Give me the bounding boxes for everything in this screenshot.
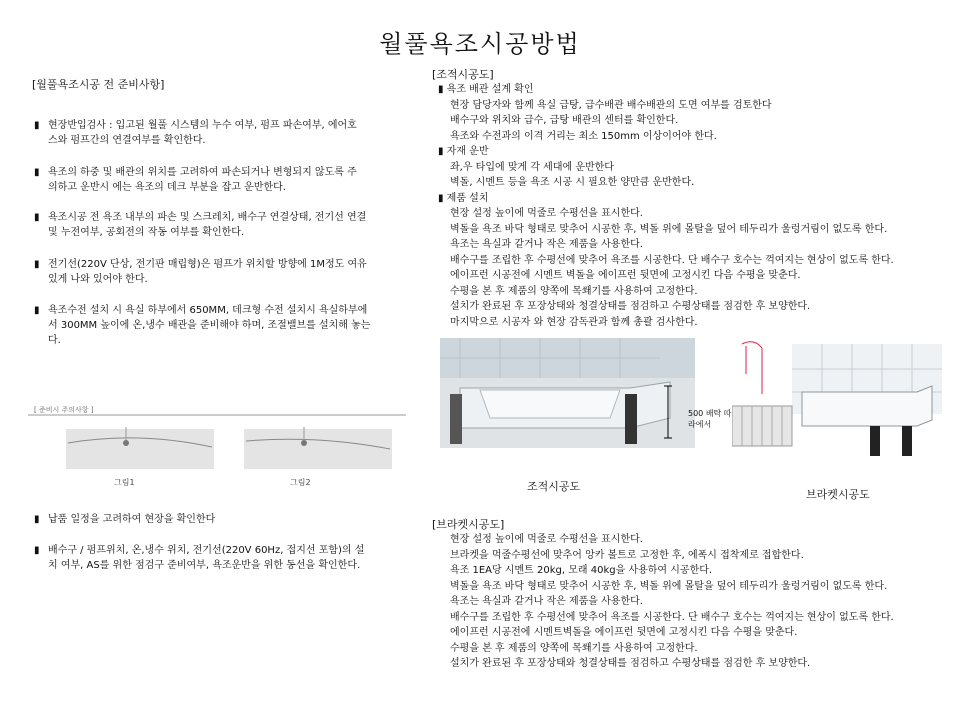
section-heading: ▮ 욕조 배관 설계 확인 <box>438 84 534 95</box>
list-item: ▮ 납품 일정을 고려하여 현장을 확인한다 <box>34 514 216 525</box>
bullet-icon: ▮ <box>34 545 40 556</box>
bullet-icon: ▮ <box>34 305 40 316</box>
bracket-caption: 브라켓시공도 <box>806 488 870 501</box>
list-item: ▮ 욕조의 하중 및 배관의 위치를 고려하여 파손되거나 변형되지 않도록 주 의하고 운반시 에는 욕조의 데크 부분을 잡고 운반한다. <box>34 167 357 193</box>
figure-1-caption: 그림1 <box>114 478 135 487</box>
section-heading: ▮ 제품 설치 <box>438 192 489 204</box>
bullet-icon: ▮ <box>34 514 40 525</box>
section-heading: ▮ 자재 운반 <box>438 146 489 157</box>
masonry-caption: 조적시공도 <box>527 480 581 493</box>
warn-box-label: [ 준비시 주의사항 ] <box>34 406 94 414</box>
bracket-instructions: 현장 설정 높이에 먹줄로 수평선을 표시한다. 브라켓을 먹줄수평선에 맞추어 앙카 볼트로 고정한 후, 에폭시 접착제로 접합한다. 욕조 1EA당 시멘트 20kg, 모래 40kg을 사용하여 시공한다. 벽돌을 욕조 바닥 형태로 맞추어 시공한 후, 벽돌 위에 몰탈을 덮어 테두리가 울렁거림이 없도록 한다. 욕조는 욕실과 같거나 작은 제품을 사용한다. 배수구를 조립한 후 수평선에 맞추어 욕조를 시공한다. 단 배수구 호수는 꺽여지는 현상이 없도록 한다. 에이프런 시공전에 시멘트벽돌을 에이프런 뒷면에 고정시킨 다음 수평을 맞춘다. 수평을 본 후 제품의 양쪽에 목쐐기를 사용하여 고정한다. 설치가 완료된 후 포장상태와 청결상태를 점검하고 수평상태를 점검한 후 보양한다. <box>450 534 894 669</box>
list-item: ▮ 욕조시공 전 욕조 내부의 파손 및 스크레치, 배수구 연결상태, 전기선 연결 및 누전여부, 공회전의 작동 여부를 확인한다. <box>34 212 367 238</box>
bullet-icon: ▮ <box>34 120 40 131</box>
bracket-illustration <box>732 334 948 462</box>
bullet-icon: ▮ <box>34 212 40 223</box>
masonry-illustration <box>440 338 695 448</box>
preparation-caution-figure <box>28 403 406 503</box>
figure-2-caption: 그림2 <box>290 478 311 487</box>
masonry-instructions: ▮ 욕조 배관 설계 확인 현장 담당자와 함께 욕실 급탕, 급수배관 배수배관의 도면 여부를 검토한다 배수구와 위치와 급수, 급탕 배관의 센터를 확인한다. 욕조와 수전과의 이격 거리는 최소 150mm 이상이어야 한다. ▮ 자재 운반 좌,우 타입에 맞게 각 세대에 운반한다 벽돌, 시멘트 등을 욕조 시공 시 필요한 양만큼 운반한다. ▮ 제품 설치 현장 설정 높이에 먹줄로 수평선을 표시한다. 벽돌을 욕조 바닥 형태로 맞추어 시공한 후, 벽돌 위에 몰탈을 덮어 테두리가 울렁거림이 없도록 한다. 욕조는 욕실과 같거나 작은 제품을 사용한다. 배수구를 조립한 후 수평선에 맞추어 욕조를 시공한다. 단 배수구 호수는 꺽여지는 현상이 없도록 한다. 에이프런 시공전에 시멘트 벽돌을 에이프런 뒷면에 고정시킨 다음 수평을 맞춘다. 수평을 본 후 제품의 양쪽에 목쐐기를 사용하여 고정한다. 설치가 완료된 후 포장상태와 청결상태를 점검하고 수평상태를 점검한 후 보양한다. 마지막으로 시공자 와 현장 감독관과 함께 총괄 검사한다. <box>438 82 948 330</box>
left-section-heading: [월풀욕조시공 전 준비사항] <box>32 78 165 91</box>
bullet-icon: ▮ <box>34 259 40 270</box>
list-item: ▮ 욕조수전 설치 시 욕실 하부에서 650MM, 데크형 수전 설치시 욕실하부에 서 300MM 높이에 온,냉수 배관을 준비해야 하며, 조절밸브를 설치해 놓는 다. <box>34 305 371 346</box>
list-item: ▮ 배수구 / 펌프위치, 온,냉수 위치, 전기선(220V 60Hz, 접지선 포함)의 설 치 여부, AS를 위한 점검구 준비여부, 욕조운반을 위한 동선을 확인한다. <box>34 545 365 571</box>
right-section-heading-masonry: [조적시공도] <box>432 68 494 81</box>
list-item: ▮ 현장반입검사 : 입고된 월풀 시스템의 누수 여부, 펌프 파손여부, 에어호 스와 펌프간의 연결여부를 확인한다. <box>34 120 357 146</box>
right-section-heading-bracket: [브라켓시공도] <box>432 518 505 531</box>
list-item: ▮ 전기선(220V 단상, 전기판 매립형)은 펌프가 위치할 방향에 1M정도 여유 있게 나와 있어야 한다. <box>34 259 367 285</box>
height-annotation: 500 배탁 따 라에서 <box>688 409 732 429</box>
bullet-icon: ▮ <box>34 167 40 178</box>
page-title: 월풀욕조시공방법 <box>379 30 581 58</box>
